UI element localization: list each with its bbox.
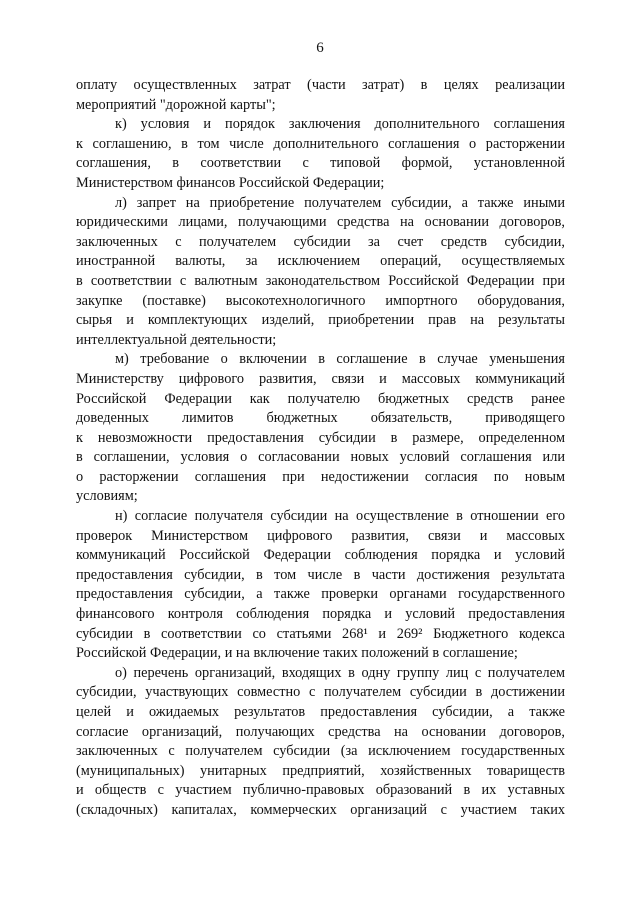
document-body — [76, 76, 565, 821]
text-line: (складочных) капиталах, коммерческих организаций с участием таких — [76, 801, 565, 818]
text-line: Российской Федерации, и на включение таких положений в соглашение; — [76, 645, 518, 662]
text-line: к соглашению, в том числе дополнительного соглашения о расторжении — [76, 135, 565, 152]
text-line: о расторжении соглашения при недостижении согласия по новым — [76, 468, 565, 485]
text-line: л) запрет на приобретение получателем субсидии, а также иными — [115, 194, 565, 211]
text-line: Министерству цифрового развития, связи и массовых коммуникаций — [76, 370, 565, 387]
text-line: закупке (поставке) высокотехнологичного импортного оборудования, — [76, 292, 565, 309]
page-number: 6 — [316, 40, 324, 56]
text-line: условиям; — [76, 488, 138, 505]
text-line: доведенных лимитов бюджетных обязательств, приводящего — [76, 410, 565, 427]
text-line: субсидии в соответствии со статьями 268¹ и 269² Бюджетного кодекса — [76, 625, 565, 642]
text-line: (муниципальных) унитарных предприятий, хозяйственных товариществ — [76, 762, 565, 779]
text-line: к) условия и порядок заключения дополнительного соглашения — [115, 116, 565, 133]
text-line: иностранной валюты, за исключением операций, осуществляемых — [76, 253, 565, 270]
text-line: м) требование о включении в соглашение в случае уменьшения — [115, 351, 565, 368]
text-line: в соответствии с валютным законодательством Российской Федерации при — [76, 272, 565, 289]
text-line: заключенных с получателем субсидии за счет средств субсидии, — [76, 233, 565, 250]
text-line: Министерством финансов Российской Федерации; — [76, 174, 385, 191]
text-line: предоставления субсидии, в том числе в части достижения результата — [76, 566, 565, 583]
text-line: предоставления субсидии, а также проверки органами государственного — [76, 586, 565, 603]
text-line: сырья и комплектующих изделий, приобретении прав на результаты — [76, 312, 565, 329]
text-line: коммуникаций Российской Федерации соблюдения порядка и условий — [76, 547, 565, 564]
text-line: финансового контроля соблюдения порядка и условий предоставления — [76, 606, 565, 623]
text-line: целей и ожидаемых результатов предоставления субсидии, а также — [76, 704, 565, 720]
text-line: соглашения, в соответствии с типовой формой, установленной — [76, 155, 565, 172]
text-line: в соглашении, условия о согласовании новых условий соглашения или — [76, 449, 565, 466]
text-line: оплату осуществленных затрат (части затрат) в целях реализации — [76, 77, 565, 93]
text-line: и обществ с участием публично-правовых образований в их уставных — [76, 782, 565, 799]
text-line: мероприятий "дорожной карты"; — [76, 96, 276, 113]
text-line: согласие организаций, получающих средства на основании договоров, — [76, 723, 565, 740]
text-line: юридическими лицами, получающими средства на основании договоров, — [76, 214, 565, 231]
text-line: о) перечень организаций, входящих в одну группу лиц с получателем — [115, 664, 565, 681]
text-line: проверок Министерством цифрового развития, связи и массовых — [76, 527, 565, 544]
text-line: заключенных с получателем субсидии (за исключением государственных — [76, 743, 565, 760]
text-line: к невозможности предоставления субсидии в размере, определенном — [76, 429, 565, 446]
text-line: н) согласие получателя субсидии на осуществление в отношении его — [115, 508, 565, 525]
text-line: интеллектуальной деятельности; — [76, 331, 277, 348]
text-line: Российской Федерации как получателю бюджетных средств ранее — [76, 390, 565, 407]
text-line: субсидии, участвующих совместно с получателем субсидии в достижении — [76, 684, 565, 701]
